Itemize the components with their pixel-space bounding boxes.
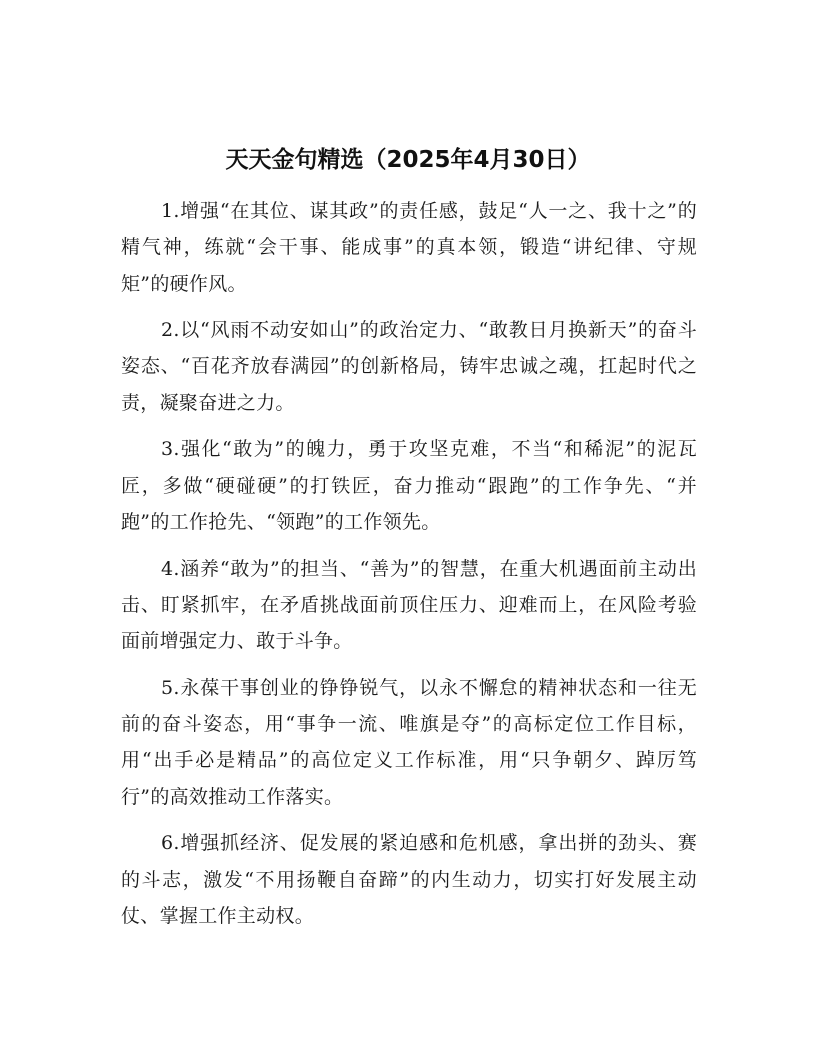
paragraph-6: 6.增强抓经济、促发展的紧迫感和危机感，拿出拼的劲头、赛的斗志，激发“不用扬鞭自奋蹄”的内生动力，切实打好发展主动仗、掌握工作主动权。	[121, 832, 697, 927]
paragraph-1: 1.增强“在其位、谋其政”的责任感，鼓足“人一之、我十之”的精气神，练就“会干事、能成事”的真本领，锻造“讲纪律、守规矩”的硬作风。	[121, 200, 697, 295]
paragraph-4: 4.涵养“敢为”的担当、“善为”的智慧，在重大机遇面前主动出击、盯紧抓牢，在矛盾挑战面前顶住压力、迎难而上，在风险考验面前增强定力、敢于斗争。	[121, 557, 697, 653]
document-title: 天天金句精选（2025年4月30日）	[225, 147, 591, 173]
paragraph-3: 3.强化“敢为”的魄力，勇于攻坚克难，不当“和稀泥”的泥瓦匠，多做“硬碰硬”的打铁匠，奋力推动“跟跑”的工作争先、“并跑”的工作抢先、“领跑”的工作领先。	[121, 438, 697, 533]
paragraph-5: 5.永葆干事创业的铮铮锐气，以永不懈怠的精神状态和一往无前的奋斗姿态，用“事争一流、唯旗是夺”的高标定位工作目标，用“出手必是精品”的高位定义工作标准，用“只争朝夕、踔厉笃行”的高效推动工作落实。	[121, 676, 697, 808]
paragraph-2: 2.以“风雨不动安如山”的政治定力、“敢教日月换新天”的奋斗姿态、“百花齐放春满园”的创新格局，铸牢忠诚之魂，扛起时代之责，凝聚奋进之力。	[121, 319, 697, 414]
document-body	[121, 193, 697, 944]
